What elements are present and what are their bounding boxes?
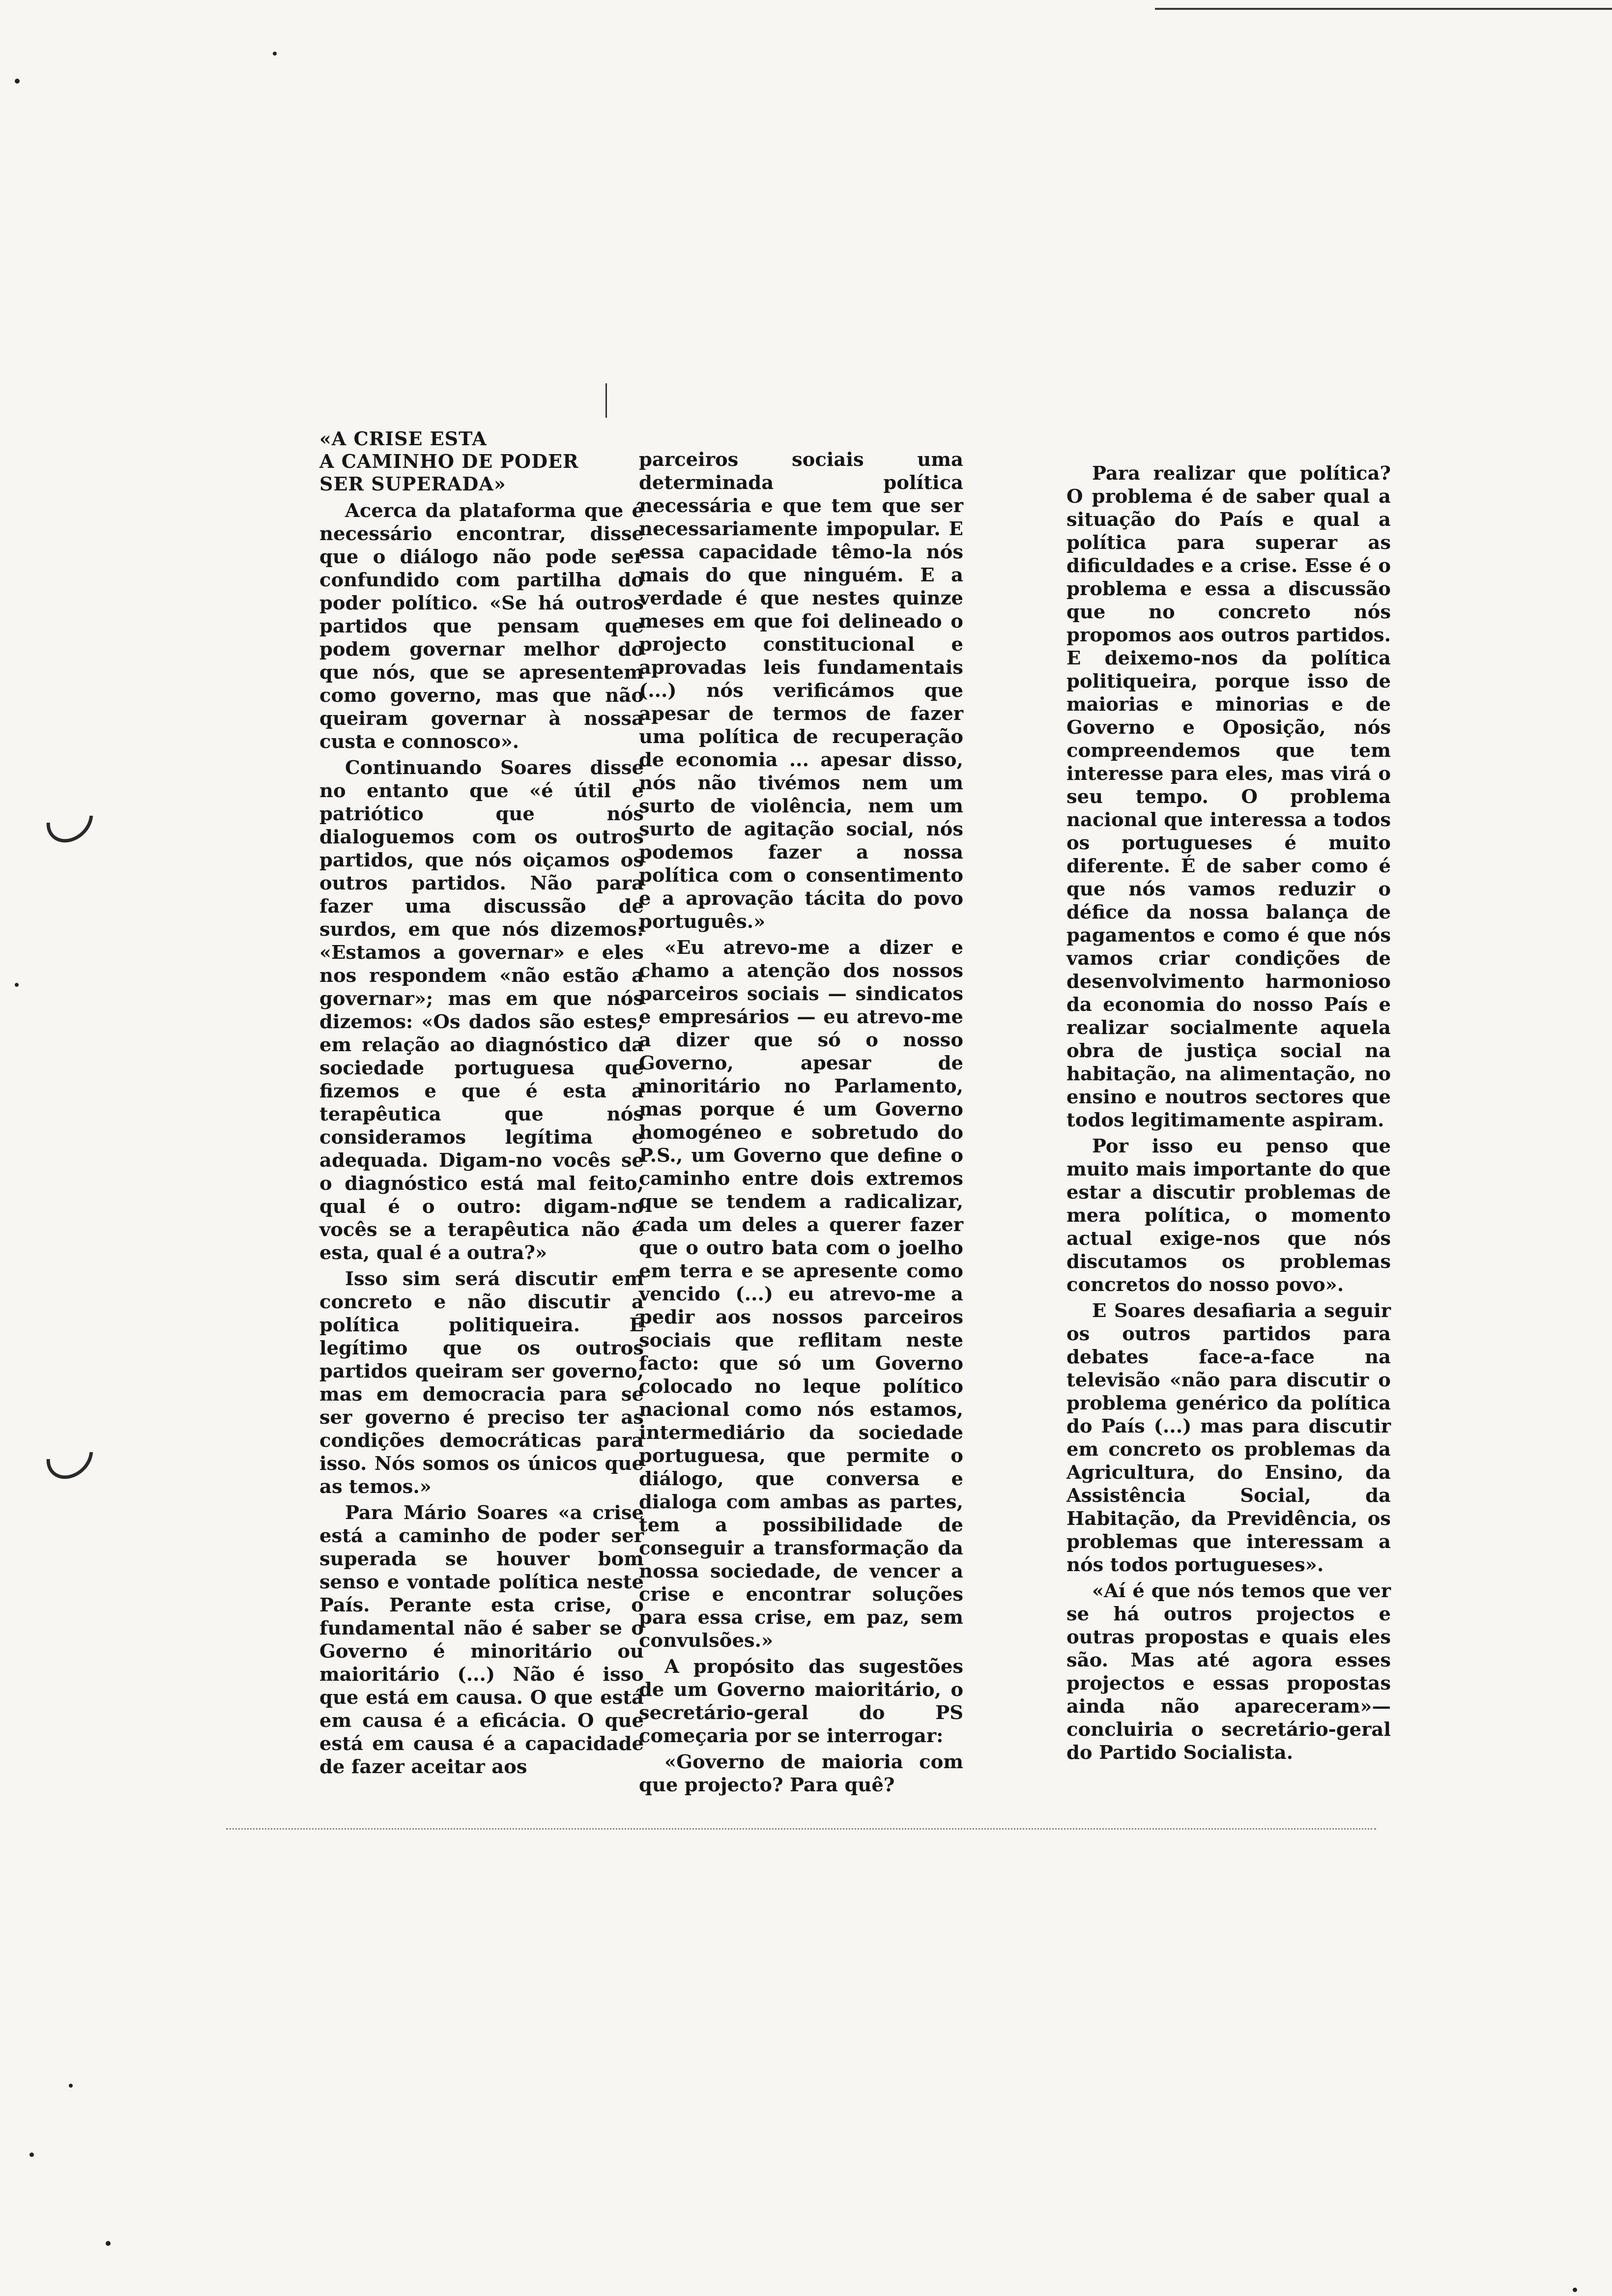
paragraph: Para realizar que política? O problema é de saber qual a situação do País e qual a política para superar as dificuldades e a crise. Esse é o problema e essa a discussão que no concreto nós propomos aos outros partidos. E deixemo-nos da política politiqueira, porque isso de maiorias e minorias e de Governo e Oposição, nós compreendemos que tem interesse para eles, mas virá o seu tempo. O problema nacional que interessa a todos os portugueses é muito diferente. É de saber como é que nós vamos reduzir o défice da nossa balança de pagamentos e como é que nós vamos criar condições de desenvolvimento harmonioso da economia do nosso País e realizar socialmente aquela obra de justiça social na habitação, na alimentação, no ensino e noutros sectores que todos legitimamente aspiram. (1066, 462, 1391, 1131)
scan-speck (273, 52, 277, 56)
paragraph: parceiros sociais uma determinada política necessária e que tem que ser necessariamente impopular. E essa capacidade têmo-la nós mais do que ninguém. E a verdade é que nestes quinze meses em que foi delineado o projecto constitucional e aprovadas leis fundamentais (...) nós verificámos que apesar de termos de fazer uma política de recuperação de economia ... apesar disso, nós não tivémos nem um surto de violência, nem um surto de agitação social, nós podemos fazer a nossa política com o consentimento e a aprovação tácita do povo português.» (639, 449, 963, 933)
article-headline (319, 428, 644, 495)
paragraph: Por isso eu penso que muito mais importante do que estar a discutir problemas de mera política, o momento actual exige-nos que nós discutamos os problemas concretos do nosso povo». (1066, 1135, 1391, 1296)
paragraph: Acerca da plataforma que é necessário encontrar, disse que o diálogo não pode ser confundido com partilha do poder político. «Se há outros partidos que pensam que podem governar melhor do que nós, que se apresentem como governo, mas que não queiram governar à nossa custa e connosco». (319, 500, 644, 753)
paragraph: Isso sim será discutir em concreto e não discutir a política politiqueira. É legítimo que os outros partidos queiram ser governo, mas em democracia para se ser governo é preciso ter as condições democráticas para isso. Nós somos os únicos que as temos.» (319, 1268, 644, 1498)
scan-speck (15, 983, 19, 987)
punch-hole-mark (37, 787, 103, 852)
paragraph: «Governo de maioria com que projecto? Para quê? (639, 1751, 963, 1796)
column-rule (605, 383, 607, 418)
scan-speck (69, 2084, 73, 2088)
article-column-1 (319, 428, 644, 1781)
punch-hole-mark (37, 1423, 103, 1489)
headline-line-2: A CAMINHO DE PODER (319, 450, 579, 472)
paragraph: A propósito das sugestões de um Governo maioritário, o secretário-geral do PS começaria por se interrogar: (639, 1656, 963, 1747)
headline-line-1: «A CRISE ESTA (319, 428, 487, 450)
paragraph: Para Mário Soares «a crise está a caminho de poder ser superada se houver bom senso e vontade política neste País. Perante esta crise, o fundamental não é saber se o Governo é minoritário ou maioritário (...) Não é isso que está em causa. O que está em causa é a eficácia. O que está em causa é a capacidade de fazer aceitar aos (319, 1502, 644, 1778)
scan-speck (106, 2241, 111, 2246)
article-column-2 (639, 448, 963, 1800)
paragraph: «Eu atrevo-me a dizer e chamo a atenção dos nossos parceiros sociais — sindicatos e empresários — eu atrevo-me a dizer que só o nosso Governo, apesar de minoritário no Parlamento, mas porque é um Governo homogéneo e sobretudo do P.S., um Governo que define o caminho entre dois extremos que se tendem a radicalizar, cada um deles a querer fazer que o outro bata com o joelho em terra e se apresente como vencido (...) eu atrevo-me a pedir aos nossos parceiros sociais que reflitam neste facto: que só um Governo colocado no leque político nacional como nós estamos, intermediário da sociedade portuguesa, que permite o diálogo, que conversa e dialoga com ambas as partes, tem a possibilidade de conseguir a transformação da nossa sociedade, de vencer a crise e encontrar soluções para essa crise, em paz, sem convulsões.» (639, 937, 963, 1652)
clipping-bottom-edge (226, 1818, 1376, 1830)
paragraph: Continuando Soares disse no entanto que «é útil e patriótico que nós dialoguemos com os outros partidos, que nós oiçamos os outros partidos. Não para fazer uma discussão de surdos, em que nós dizemos: «Estamos a governar» e eles nos respondem «não estão a governar»; mas em que nós dizemos: «Os dados são estes, em relação ao diagnóstico da sociedade portuguesa que fizemos e que é esta a terapêutica que nós consideramos legítima e adequada. Digam-no vocês se o diagnóstico está mal feito, qual é o outro: digam-no vocês se a terapêutica não é esta, qual é a outra?» (319, 757, 644, 1264)
paragraph: «Aí é que nós temos que ver se há outros projectos e outras propostas e quais eles são. Mas até agora esses projectos e essas propostas ainda não apareceram»—concluiria o secretário-geral do Partido Socialista. (1066, 1580, 1391, 1764)
headline-line-3: SER SUPERADA» (319, 473, 506, 495)
article-column-3 (1066, 462, 1391, 1767)
paragraph: E Soares desafiaria a seguir os outros partidos para debates face-a-face na televisão «não para discutir o problema genérico da política do País (...) mas para discutir em concreto os problemas da Agricultura, do Ensino, da Assistência Social, da Habitação, da Previdência, os problemas que interessam a nós todos portugueses». (1066, 1300, 1391, 1576)
scan-speck (29, 2152, 34, 2157)
scan-speck (1573, 2288, 1577, 2292)
scan-speck (15, 79, 20, 84)
scan-edge-line (1155, 8, 1612, 10)
